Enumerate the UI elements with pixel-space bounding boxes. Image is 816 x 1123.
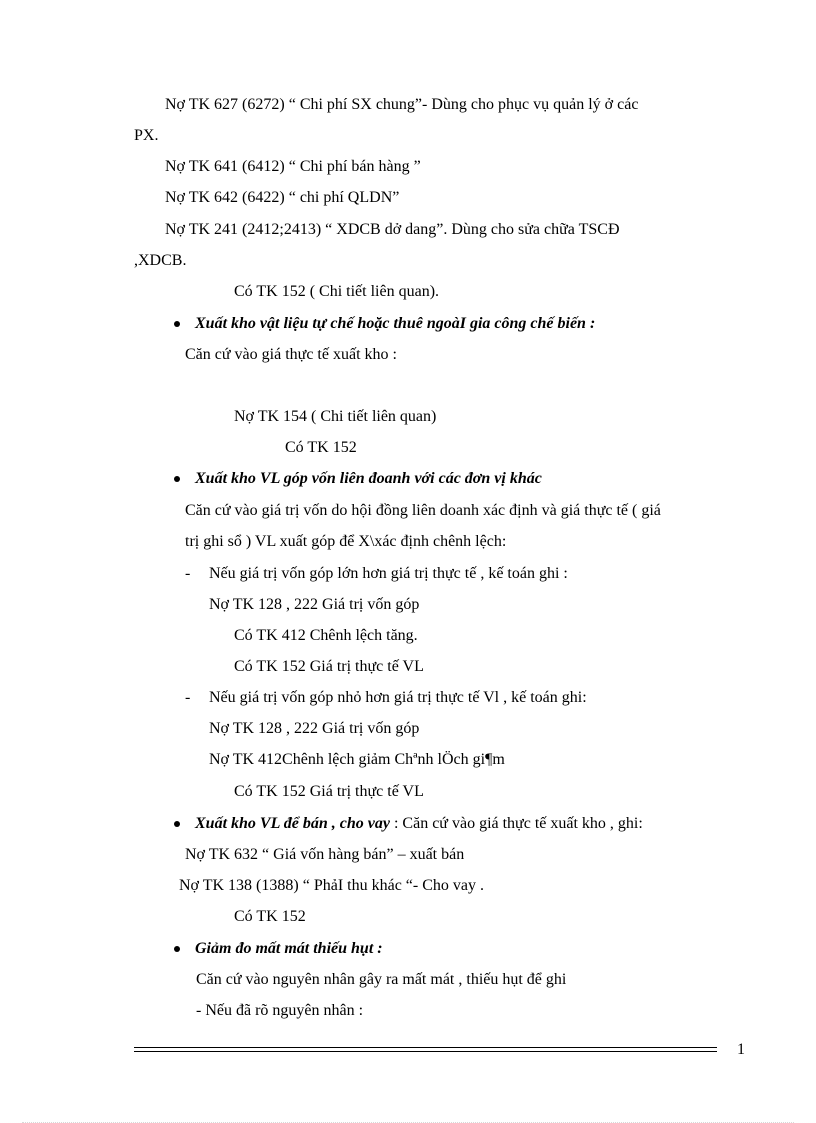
text-line: Nợ TK 138 (1388) “ PhảI thu khác “- Cho vay . — [179, 877, 484, 894]
text-line: Căn cứ vào giá thực tế xuất kho : — [185, 346, 397, 363]
text-line: Nợ TK 627 (6272) “ Chi phí SX chung”- Dùng cho phục vụ quản lý ở các — [165, 96, 639, 113]
text-line: - Nếu đã rõ nguyên nhân : — [196, 1002, 364, 1019]
text-line: Có TK 412 Chênh lệch tăng. — [234, 627, 418, 644]
text-line: Nợ TK 241 (2412;2413) “ XDCB dở dang”. Dùng cho sửa chữa TSCĐ — [165, 221, 620, 238]
text-line: Có TK 152 Giá trị thực tế VL — [234, 783, 424, 800]
text-line: Có TK 152 — [285, 439, 357, 456]
text-line: PX. — [134, 127, 159, 144]
text-line: Có TK 152 Giá trị thực tế VL — [234, 658, 424, 675]
text-line: Căn cứ vào giá trị vốn do hội đồng liên doanh xác định và giá thực tế ( giá — [185, 502, 661, 519]
section-heading-bullet: Xuất kho vật liệu tự chế hoặc thuê ngoàI gia công chế biến : — [195, 315, 596, 332]
text-line: trị ghi sổ ) VL xuất góp để X\xác định chênh lệch: — [185, 533, 507, 550]
text-line: Nợ TK 641 (6412) “ Chi phí bán hàng ” — [165, 158, 421, 175]
text-line: Nợ TK 642 (6422) “ chi phí QLDN” — [165, 189, 400, 206]
section-heading-bullet: Giảm đo mất mát thiếu hụt : — [195, 940, 383, 957]
text-line: ,XDCB. — [134, 252, 187, 269]
heading-text: Xuất kho VL để bán , cho vay — [195, 815, 390, 832]
text-line: Có TK 152 ( Chi tiết liên quan). — [234, 283, 440, 300]
heading-continuation: : Căn cứ vào giá thực tế xuất kho , ghi: — [393, 815, 643, 832]
text-line: Nợ TK 154 ( Chi tiết liên quan) — [234, 408, 437, 425]
text-line: Nợ TK 128 , 222 Giá trị vốn góp — [209, 720, 420, 737]
text-line: Căn cứ vào nguyên nhân gây ra mất mát , thiếu hụt để ghi — [196, 971, 567, 988]
dash-item: - Nếu giá trị vốn góp nhỏ hơn giá trị thực tế Vl , kế toán ghi: — [209, 688, 587, 708]
text-line: Nợ TK 412Chênh lệch giảm Chªnh lÖch gi¶m — [209, 751, 505, 768]
footer-rule — [134, 1047, 717, 1052]
text-line: Nợ TK 632 “ Giá vốn hàng bán” – xuất bán — [185, 846, 465, 863]
dash-item: - Nếu giá trị vốn góp lớn hơn giá trị thực tế , kế toán ghi : — [209, 564, 568, 584]
section-heading-bullet — [195, 814, 643, 834]
text-line: Nợ TK 128 , 222 Giá trị vốn góp — [209, 596, 420, 613]
section-heading-bullet: Xuất kho VL góp vốn liên đoanh với các đơn vị khác — [195, 470, 542, 487]
page-number: 1 — [737, 1041, 745, 1058]
text-line: Có TK 152 — [234, 908, 306, 925]
